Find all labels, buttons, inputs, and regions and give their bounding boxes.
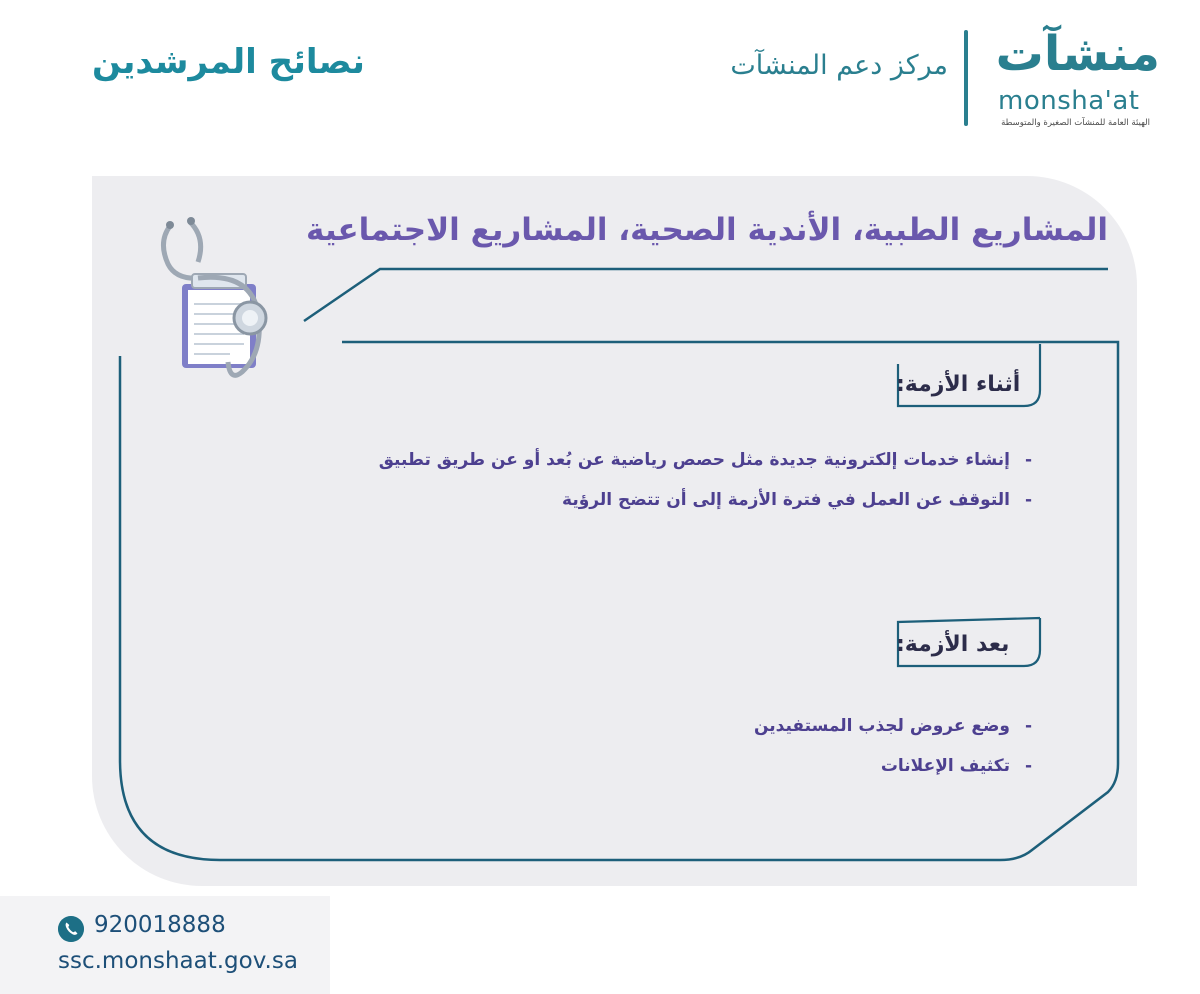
section-label-after-crisis: بعد الأزمة: [896,631,1010,657]
bullet-dash: - [1024,450,1032,470]
page-title: نصائح المرشدين [92,42,365,82]
header-divider [964,30,968,126]
logo-tagline: الهيئة العامة للمنشآت الصغيرة والمتوسطة [1001,118,1150,128]
phone-icon [58,916,84,942]
logo-latin-text: monsha'at [998,86,1140,116]
phone-number[interactable]: 920018888 [94,912,226,938]
bullet-dash: - [1024,490,1032,510]
monshaat-logo [990,26,1160,130]
list-item-text: تكثيف الإعلانات [880,756,1010,776]
after-crisis-list [754,706,1032,786]
bullet-dash: - [1024,716,1032,736]
list-item-text: وضع عروض لجذب المستفيدين [753,716,1010,736]
list-item-text: التوقف عن العمل في فترة الأزمة إلى أن تتضح الرؤية [562,490,1010,510]
stethoscope-clipboard-icon [150,212,280,382]
website-link[interactable]: ssc.monshaat.gov.sa [58,948,298,974]
section-label-during-crisis: أثناء الأزمة: [896,371,1021,397]
logo-arabic-text: منشآت [995,26,1160,82]
bullet-dash: - [1024,756,1032,776]
list-item [379,440,1032,480]
list-item [379,480,1032,520]
center-name: مركز دعم المنشآت [730,50,948,81]
list-item [754,746,1032,786]
card-title: المشاريع الطبية، الأندية الصحية، المشاريع الاجتماعية [306,212,1108,248]
list-item [754,706,1032,746]
contact-panel [0,896,330,994]
list-item-text: إنشاء خدمات إلكترونية جديدة مثل حصص رياضية عن بُعد أو عن طريق تطبيق [378,450,1010,470]
during-crisis-list [379,440,1032,520]
